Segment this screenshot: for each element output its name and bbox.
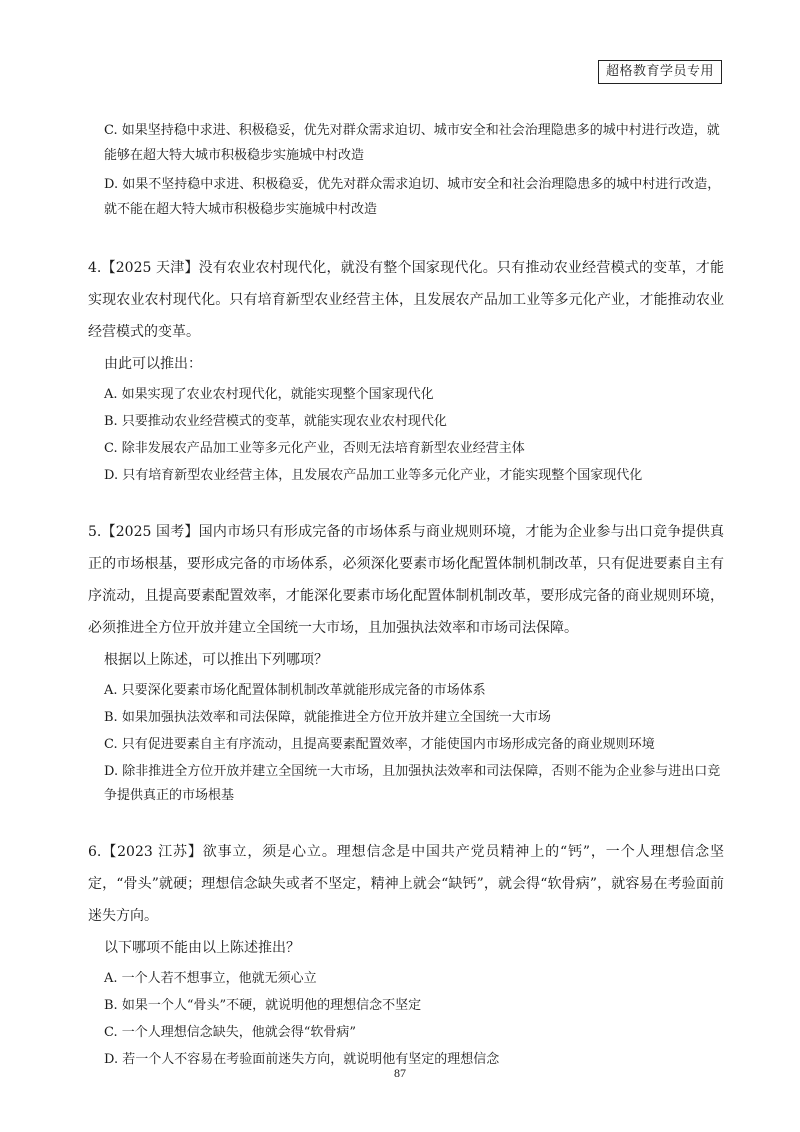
- option-c: C. 除非发展农产品加工业等多元化产业，否则无法培育新型农业经营主体: [104, 441, 525, 456]
- option-c: C. 只有促进要素自主有序流动，且提高要素配置效率，才能使国内市场形成完备的商业规则环境: [104, 737, 655, 752]
- option-d: D. 除非推进全方位开放并建立全国统一大市场，且加强执法效率和司法保障，否则不能为企业参与进出口竞争提供真正的市场根基: [104, 764, 721, 803]
- option-a: A. 只要深化要素市场化配置体制机制改革就能形成完备的市场体系: [104, 683, 486, 698]
- question-6: [88, 836, 724, 1072]
- question-lead: 以下哪项不能由以上陈述推出？: [104, 940, 300, 956]
- page-content: [88, 118, 724, 1075]
- question-stem: 5.【2025 国考】国内市场只有形成完备的市场体系与商业规则环境，才能为企业参与出口竞争提供真正的市场根基，要形成完备的市场体系，必须深化要素市场化配置体制机制改革，只有促进要素自主有序流动，且提高要素配置效率，才能深化要素市场化配置体制机制改革，要形成完备的商业规则环境，必须推进全方位开放并建立全国统一大市场，且加强执法效率和市场司法保障。: [88, 524, 724, 636]
- option-b: B. 只要推动农业经营模式的变革，就能实现农业农村现代化: [104, 414, 447, 429]
- option-a: A. 如果实现了农业农村现代化，就能实现整个国家现代化: [104, 387, 434, 402]
- question-lead: 根据以上陈述，可以推出下列哪项？: [104, 652, 328, 668]
- option-c: C. 如果坚持稳中求进、积极稳妥，优先对群众需求迫切、城市安全和社会治理隐患多的城中村进行改造，就能够在超大特大城市积极稳步实施城中村改造: [104, 123, 720, 163]
- option-d: D. 如果不坚持稳中求进、积极稳妥，优先对群众需求迫切、城市安全和社会治理隐患多的城中村进行改造，就不能在超大特大城市积极稳步实施城中村改造: [104, 177, 721, 217]
- option-d: D. 只有培育新型农业经营主体，且发展农产品加工业等多元化产业，才能实现整个国家现代化: [104, 468, 643, 483]
- question-4: [88, 252, 724, 488]
- option-c: C. 一个人理想信念缺失，他就会得“软骨病”: [104, 1025, 357, 1040]
- question-lead: 由此可以推出：: [104, 356, 202, 372]
- page-number: 87: [394, 1066, 406, 1080]
- question-stem: 4.【2025 天津】没有农业农村现代化，就没有整个国家现代化。只有推动农业经营模式的变革，才能实现农业农村现代化。只有培育新型农业经营主体，且发展农产品加工业等多元化产业，才能推动农业经营模式的变革。: [88, 260, 724, 340]
- option-b: B. 如果一个人“骨头”不硬，就说明他的理想信念不坚定: [104, 998, 422, 1013]
- question-stem: 6.【2023 江苏】欲事立，须是心立。理想信念是中国共产党员精神上的“钙”，一个人理想信念坚定，“骨头”就硬；理想信念缺失或者不坚定，精神上就会“缺钙”，就会得“软骨病”，就容易在考验面前迷失方向。: [88, 844, 724, 924]
- header-label: 超格教育学员专用: [598, 60, 722, 84]
- option-d: D. 若一个人不容易在考验面前迷失方向，就说明他有坚定的理想信念: [104, 1052, 500, 1067]
- option-b: B. 如果加强执法效率和司法保障，就能推进全方位开放并建立全国统一大市场: [104, 710, 551, 725]
- option-a: A. 一个人若不想事立，他就无须心立: [104, 971, 317, 986]
- question-5: [88, 516, 724, 808]
- previous-question-options: [88, 118, 724, 222]
